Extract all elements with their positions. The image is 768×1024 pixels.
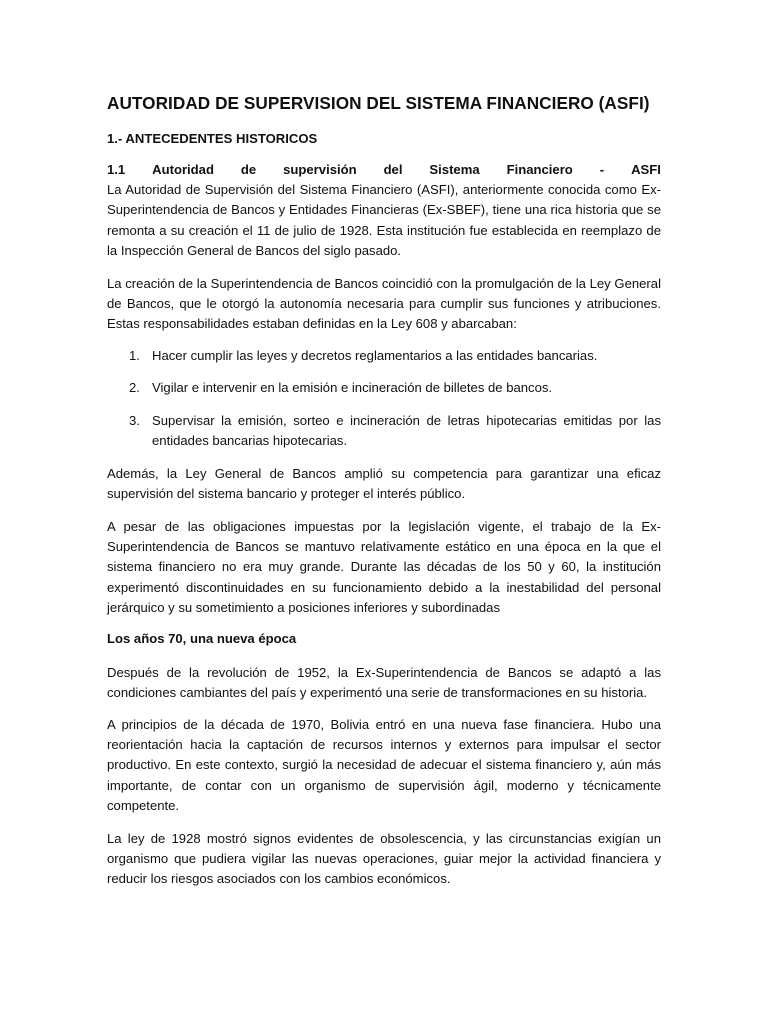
section-70s-heading: Los años 70, una nueva época	[107, 631, 297, 646]
paragraph: La creación de la Superintendencia de Bancos coincidió con la promulgación de la Ley General de Bancos, que le otorgó la autonomía necesaria para cumplir sus funciones y atribuciones. Estas responsabilidades estaban definidas en la Ley 608 y abarcaban:	[107, 276, 661, 332]
subsection-word: de	[240, 162, 257, 177]
paragraph-block	[107, 274, 661, 335]
list-item-text: Supervisar la emisión, sorteo e incineración de letras hipotecarias emitidas por las entidades bancarias hipotecarias.	[152, 413, 661, 449]
subsection-word: Financiero	[506, 162, 573, 177]
subsection-word: del	[383, 162, 403, 177]
subsection-number: 1.1	[107, 162, 126, 177]
list-item-text: Vigilar e intervenir en la emisión e incineración de billetes de bancos.	[152, 380, 553, 395]
subsection-heading	[107, 160, 661, 180]
list-item	[107, 346, 661, 366]
subsection-word: supervisión	[283, 162, 357, 177]
paragraph: A principios de la década de 1970, Bolivia entró en una nueva fase financiera. Hubo una reorientación hacia la captación de recursos internos y externos para impulsar el sector productivo. En este contexto, surgió la necesidad de adecuar el sistema financiero y, aún más importante, de contar con un organismo de supervisión ágil, moderno y técnicamente competente.	[107, 717, 661, 813]
list-item	[107, 378, 661, 398]
paragraph: Además, la Ley General de Bancos amplió su competencia para garantizar una eficaz supervisión del sistema bancario y proteger el interés público.	[107, 466, 661, 502]
document-title: AUTORIDAD DE SUPERVISION DEL SISTEMA FINANCIERO (ASFI)	[107, 93, 650, 113]
section-heading-block	[107, 129, 661, 149]
paragraph-block	[107, 663, 661, 703]
subsection-word: ASFI	[631, 162, 661, 177]
paragraph-block	[107, 464, 661, 504]
subsection-word: Autoridad	[152, 162, 214, 177]
list-item	[107, 411, 661, 451]
list-item-number: 3.	[129, 413, 140, 428]
list-item-number: 1.	[129, 348, 140, 363]
section-heading: 1.- ANTECEDENTES HISTORICOS	[107, 131, 318, 146]
subsection-1-1	[107, 160, 661, 261]
paragraph-block	[107, 517, 661, 618]
subsection-word: Sistema	[429, 162, 480, 177]
list-item-number: 2.	[129, 380, 140, 395]
paragraph: Después de la revolución de 1952, la Ex-Superintendencia de Bancos se adaptó a las condiciones cambiantes del país y experimentó una serie de transformaciones en su historia.	[107, 665, 661, 701]
paragraph: La Autoridad de Supervisión del Sistema Financiero (ASFI), anteriormente conocida como Ex-Superintendencia de Bancos y Entidades Financieras (Ex-SBEF), tiene una rica historia que se remonta a su creación el 11 de julio de 1928. Esta institución fue establecida en reemplazo de la Inspección General de Bancos del siglo pasado.	[107, 182, 661, 258]
paragraph: La ley de 1928 mostró signos evidentes de obsolescencia, y las circunstancias exigían un organismo que pudiera vigilar las nuevas operaciones, guiar mejor la actividad financiera y reducir los riesgos asociados con los cambios económicos.	[107, 831, 661, 887]
paragraph-block	[107, 829, 661, 890]
list-item-text: Hacer cumplir las leyes y decretos reglamentarios a las entidades bancarias.	[152, 348, 598, 363]
paragraph: A pesar de las obligaciones impuestas por la legislación vigente, el trabajo de la Ex-Superintendencia de Bancos se mantuvo relativamente estático en una época en la que el sistema financiero no era muy grande. Durante las décadas de los 50 y 60, la institución experimentó discontinuidades en su funcionamiento debido a la inestabilidad del personal jerárquico y su sometimiento a posiciones inferiores y subordinadas	[107, 519, 661, 615]
subsection-word: -	[599, 162, 605, 177]
paragraph-block	[107, 715, 661, 816]
section-70s-heading-block	[107, 629, 661, 649]
